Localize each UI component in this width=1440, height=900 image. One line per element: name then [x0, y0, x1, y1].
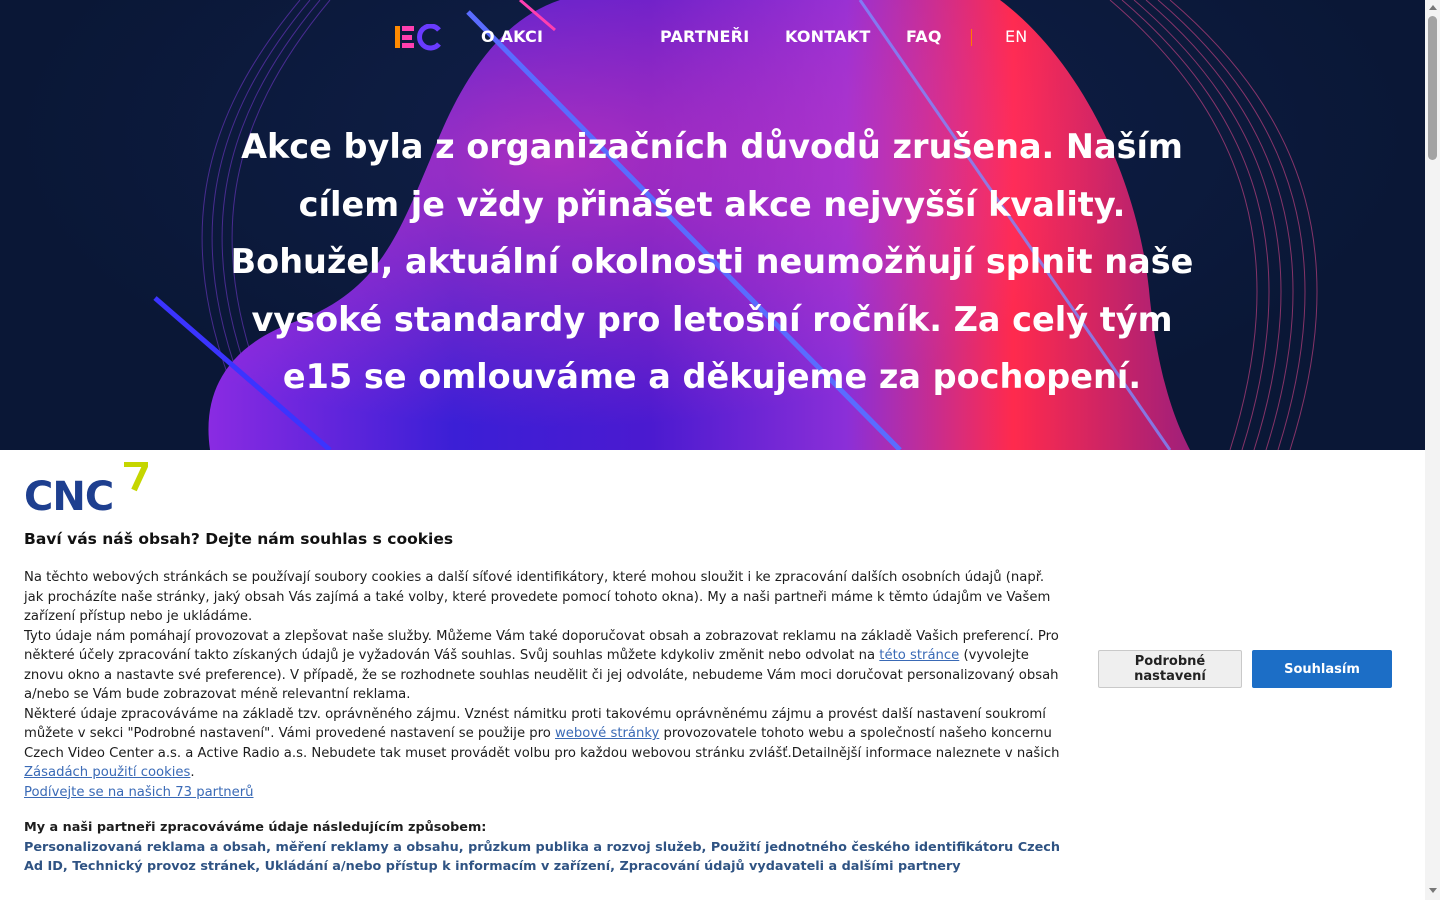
scroll-up-arrow-icon[interactable] [1429, 5, 1437, 10]
iec-logo[interactable] [395, 24, 443, 52]
this-page-link[interactable]: této stránce [879, 648, 960, 663]
nav-separator [971, 29, 972, 46]
cookie-paragraph-2 [24, 627, 1060, 705]
scroll-thumb[interactable] [1428, 16, 1437, 160]
cookie-title: Baví vás náš obsah? Dejte nám souhlas s cookies [24, 530, 454, 548]
cookie-paragraph-3 [24, 705, 1060, 783]
websites-link[interactable]: webové stránky [555, 726, 660, 741]
partners-link[interactable]: Podívejte se na našich 73 partnerů [24, 784, 254, 800]
cookie-paragraph-3-text-c: . [190, 765, 195, 780]
nav-link-o-akci[interactable]: O AKCI [481, 27, 544, 46]
nav-link-kontakt[interactable]: KONTAKT [785, 27, 871, 46]
main-nav [0, 0, 1425, 75]
cookie-paragraph-3-text-b: provozovatele tohoto webu a společností našeho koncernu Czech Video Center a.s. a Active Radio a.s. Nebudete tak muset provádět volbu pro každou webovou stránku zvlášť.Detailnější informace naleznete v našich [24, 726, 1060, 761]
language-switch-en[interactable]: EN [1005, 27, 1028, 46]
processing-purposes [24, 818, 1060, 877]
detailed-settings-button[interactable]: Podrobné nastavení [1098, 650, 1242, 688]
cookie-paragraph-3-text-a: Některé údaje zpracováváme na základě tzv. oprávněného zájmu. Vznést námitku proti takovému oprávněnému zájmu a provést další nastavení soukromí můžete v sekci "Podrobné nastavení". Vámi provedené nastavení se použije pro [24, 706, 1046, 741]
scroll-down-arrow-icon[interactable] [1429, 888, 1437, 893]
processing-title: My a naši partneři zpracováváme údaje následujícím způsobem: [24, 820, 487, 835]
accept-cookies-button[interactable]: Souhlasím [1252, 650, 1392, 688]
cookie-paragraph-1: Na těchto webových stránkách se používají soubory cookies a další síťové identifikátory, které mohou sloužit i ke zpracování dalších osobních údajů (např. jak procházíte naše stránky, jaký obsah Vás zajímá a také volby, které provedete pomocí tohoto okna). My a naši partneři máme k těmto údajům ve Vašem zařízení přístup nebo je ukládáme. [24, 570, 1051, 624]
svg-text:CNC: CNC [24, 474, 114, 514]
nav-link-faq[interactable]: FAQ [906, 27, 942, 46]
processing-list: Personalizovaná reklama a obsah, měření reklamy a obsahu, průzkum publika a rozvoj služeb, Použití jednotného českého identifikátoru Czech Ad ID, Technický provoz stránek, Ukládání a/nebo přístup k informacím v zařízení, Zpracování údajů vydavateli a dalšími partnery [24, 839, 1060, 874]
cnc-logo [24, 462, 148, 514]
hero-section [0, 0, 1425, 450]
cookie-description [24, 568, 1060, 802]
nav-link-partneri[interactable]: PARTNEŘI [660, 27, 750, 46]
cookie-paragraph-2-text-a: Tyto údaje nám pomáhají provozovat a zlepšovat naše služby. Můžeme Vám také doporučovat obsah a zobrazovat reklamu na základě Vašich preferencí. Pro některé účely zpracování takto získaných údajů je vyžadován Váš souhlas. Svůj souhlas můžete kdykoliv změnit nebo odvolat na [24, 628, 1059, 663]
cookie-paragraph-2-text-b: (vyvolejte znovu okno a nastavte své preference). V případě, že se rozhodnete souhlas neudělit či jej odvoláte, nebudeme Vám moci doručovat personalizovaný obsah a/nebo se Vám bude zobrazovat méně relevantní reklama. [24, 648, 1059, 702]
cookie-policy-link[interactable]: Zásadách použití cookies [24, 765, 191, 780]
cancellation-headline: Akce byla z organizačních důvodů zrušena. Naším cílem je vždy přinášet akce nejvyšší kvality. Bohužel, aktuální okolnosti neumožňují splnit naše vysoké standardy pro letošní ročník. Za celý tým e15 se omlouváme a děkujeme za pochopení. [230, 127, 1194, 396]
page-scrollbar[interactable] [1425, 0, 1440, 900]
cookie-consent-panel [0, 450, 1425, 900]
